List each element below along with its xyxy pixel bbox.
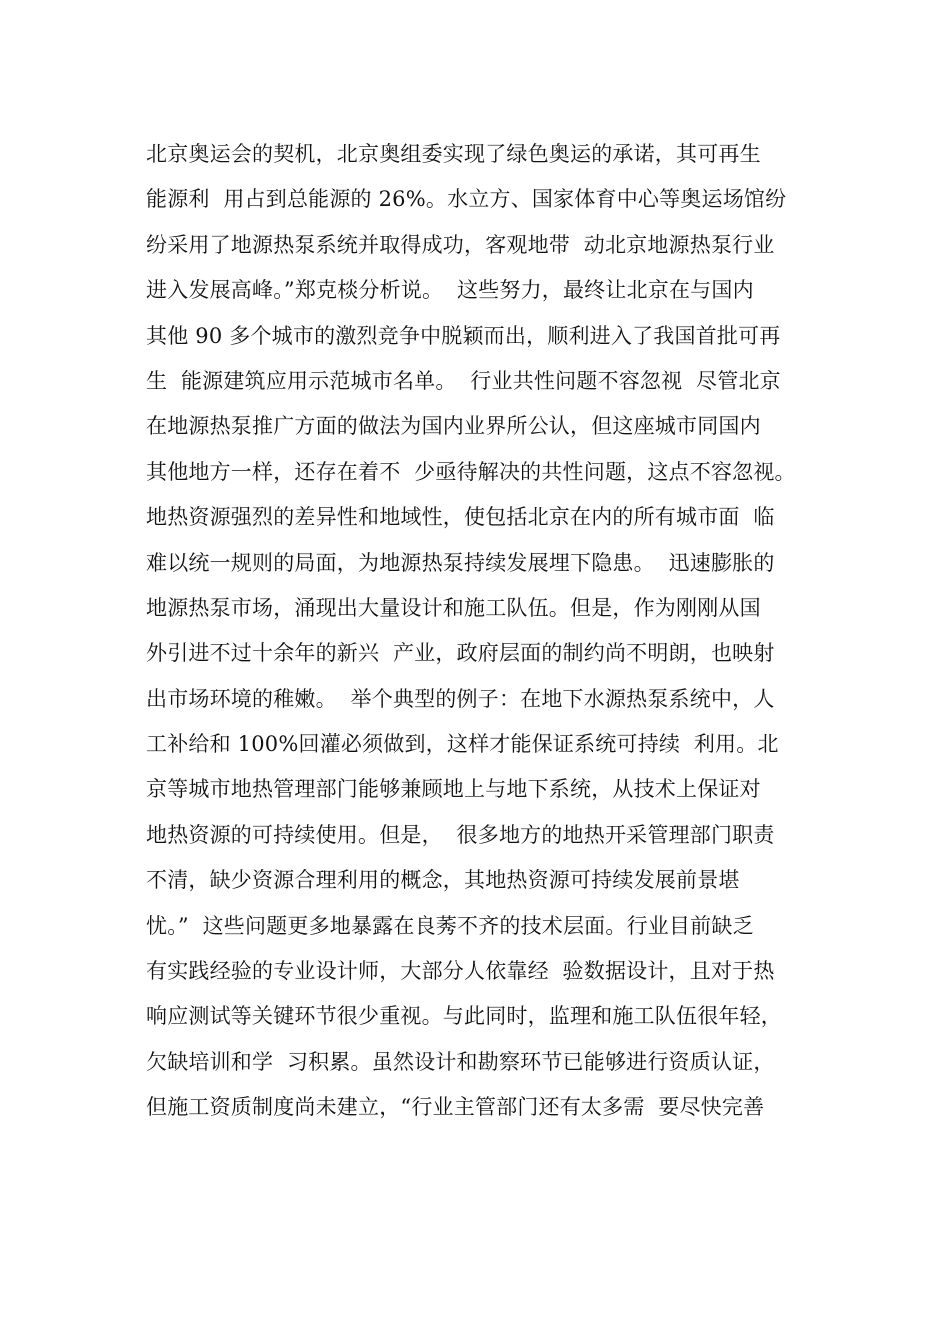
text-line: 进入发展高峰。”郑克棪分析说。 这些努力，最终让北京在与国内	[146, 278, 754, 303]
text-line: 响应测试等关键环节很少重视。与此同时，监理和施工队伍很年轻，	[146, 1004, 782, 1029]
text-line: 生 能源建筑应用示范城市名单。 行业共性问题不容忽视 尽管北京	[146, 368, 781, 393]
body-paragraph	[146, 132, 826, 1131]
text-line: 地源热泵市场，涌现出大量设计和施工队伍。但是，作为刚刚从国	[146, 595, 761, 620]
text-line: 地热资源强烈的差异性和地域性，使包括北京在内的所有城市面 临	[146, 505, 775, 530]
text-line: 纷采用了地源热泵系统并取得成功，客观地带 动北京地源热泵行业	[146, 232, 775, 257]
text-line: 有实践经验的专业设计师，大部分人依靠经 验数据设计，且对于热	[146, 959, 775, 984]
text-line: 外引进不过十余年的新兴 产业，政府层面的制约尚不明朗，也映射	[146, 641, 775, 666]
text-line: 地热资源的可持续使用。但是， 很多地方的地热开采管理部门职责	[146, 822, 775, 847]
text-line: 能源利 用占到总能源的 26%。水立方、国家体育中心等奥运场馆纷	[146, 187, 787, 212]
text-line: 忧。” 这些问题更多地暴露在良莠不齐的技术层面。行业目前缺乏	[146, 913, 754, 938]
text-line: 京等城市地热管理部门能够兼顾地上与地下系统，从技术上保证对	[146, 777, 761, 802]
text-line: 出市场环境的稚嫩。 举个典型的例子：在地下水源热泵系统中，人	[146, 686, 775, 711]
text-line: 欠缺培训和学 习积累。虽然设计和勘察环节已能够进行资质认证，	[146, 1049, 775, 1074]
text-line: 工补给和 100%回灌必须做到，这样才能保证系统可持续 利用。北	[146, 732, 779, 757]
text-line: 其他 90 多个城市的激烈竞争中脱颖而出，顺利进入了我国首批可再	[146, 323, 781, 348]
text-line: 难以统一规则的局面，为地源热泵持续发展埋下隐患。 迅速膨胀的	[146, 550, 775, 575]
text-line: 其他地方一样，还存在着不 少亟待解决的共性问题，这点不容忽视。	[146, 459, 796, 484]
text-line: 北京奥运会的契机，北京奥组委实现了绿色奥运的承诺，其可再生	[146, 142, 761, 166]
text-line: 但施工资质制度尚未建立，“行业主管部门还有太多需 要尽快完善	[146, 1095, 765, 1120]
text-line: 不清，缺少资源合理利用的概念，其地热资源可持续发展前景堪	[146, 868, 740, 893]
text-line: 在地源热泵推广方面的做法为国内业界所公认，但这座城市同国内	[146, 414, 761, 439]
